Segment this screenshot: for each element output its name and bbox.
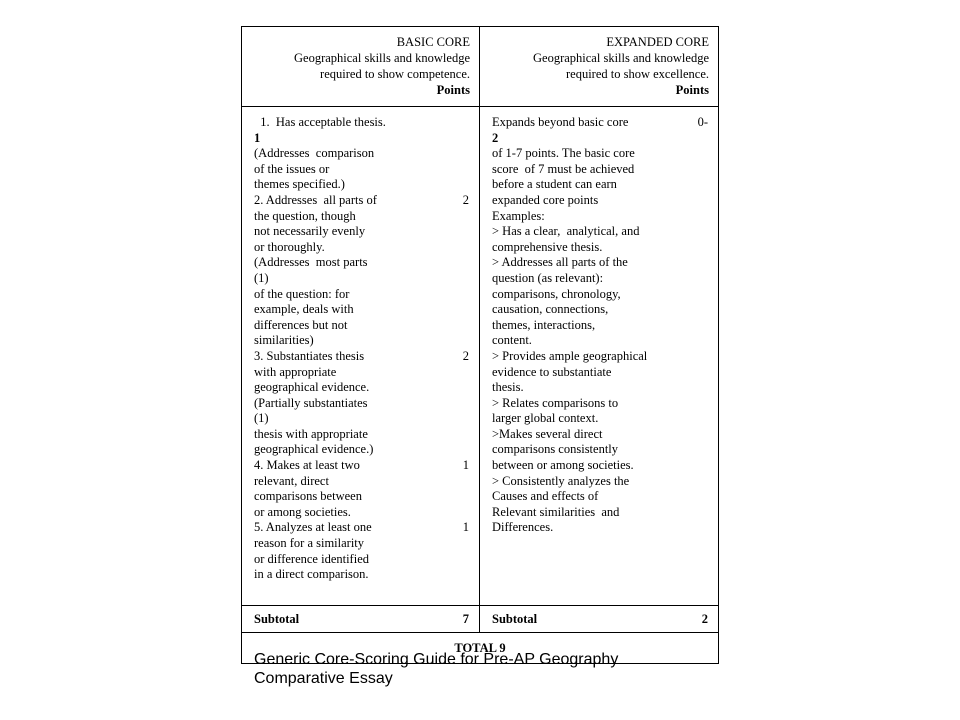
basic-points-label: Points — [436, 83, 470, 97]
basic-criterion-line — [254, 318, 469, 334]
expanded-criterion-line — [492, 318, 708, 334]
header-row — [242, 27, 719, 107]
expanded-criterion-line — [492, 131, 708, 147]
expanded-criterion-line-text: Examples: — [492, 208, 545, 223]
expanded-criterion-line-points — [702, 224, 708, 240]
figure-caption — [254, 650, 714, 688]
basic-criterion-line-points — [463, 146, 469, 162]
expanded-criterion-line-text: content. — [492, 333, 532, 348]
expanded-criterion-line-text: > Has a clear, analytical, and — [492, 224, 640, 239]
expanded-core-criteria — [480, 107, 719, 606]
expanded-criterion-line — [492, 146, 708, 162]
basic-criterion-line-text: (Addresses comparison — [254, 146, 375, 161]
basic-criterion-line-text: 1 — [254, 130, 261, 145]
expanded-criterion-line — [492, 427, 708, 443]
expanded-criterion-line — [492, 365, 708, 381]
basic-criterion-line — [254, 193, 469, 209]
basic-core-criteria — [242, 107, 480, 606]
total-cell: TOTAL 9 — [242, 633, 719, 664]
expanded-criterion-line — [492, 115, 708, 131]
expanded-criterion-line-text: question (as relevant): — [492, 270, 604, 285]
basic-criterion-line-points — [463, 427, 469, 443]
subtotal-row — [242, 606, 719, 633]
basic-criterion-line-text: 4. Makes at least two — [254, 458, 360, 473]
basic-criterion-line-text: 1. Has acceptable thesis. — [254, 115, 386, 129]
basic-criterion-line-points — [463, 209, 469, 225]
expanded-criterion-line — [492, 458, 708, 474]
basic-criterion-line-points — [463, 115, 469, 131]
expanded-points-label: Points — [675, 83, 709, 97]
basic-core-desc-line: Geographical skills and knowledge — [294, 51, 470, 65]
expanded-criterion-line-text: before a student can earn — [492, 177, 617, 192]
basic-criterion-line-points — [463, 224, 469, 240]
basic-criterion-line-points: 1 — [462, 520, 469, 535]
expanded-criterion-line — [492, 505, 708, 521]
expanded-core-title: EXPANDED CORE — [606, 35, 709, 49]
basic-criterion-line — [254, 162, 469, 178]
expanded-criterion-line-text: Expands beyond basic core — [492, 115, 629, 129]
expanded-criterion-line-points — [702, 318, 708, 334]
expanded-criterion-line-points — [702, 411, 708, 427]
basic-criterion-line — [254, 131, 469, 147]
expanded-criterion-line-text: causation, connections, — [492, 302, 609, 317]
expanded-criterion-line — [492, 240, 708, 256]
expanded-criterion-line — [492, 255, 708, 271]
expanded-criterion-line — [492, 224, 708, 240]
expanded-criterion-line — [492, 287, 708, 303]
basic-criterion-line-points — [463, 318, 469, 334]
expanded-criterion-line — [492, 489, 708, 505]
basic-subtotal-cell — [242, 606, 480, 633]
expanded-core-desc-line: Geographical skills and knowledge — [533, 51, 709, 65]
basic-criterion-line — [254, 411, 469, 427]
basic-criterion-line-points — [463, 255, 469, 271]
basic-criterion-line — [254, 271, 469, 287]
basic-criterion-line-text: similarities) — [254, 333, 314, 348]
basic-subtotal-value: 7 — [462, 612, 469, 626]
criteria-row — [242, 107, 719, 606]
basic-criterion-line-points — [463, 442, 469, 458]
expanded-criterion-line-text: Differences. — [492, 520, 554, 535]
basic-criterion-line — [254, 442, 469, 458]
basic-criterion-line-points — [463, 271, 469, 287]
expanded-criterion-line-points — [702, 427, 708, 443]
basic-criterion-line — [254, 224, 469, 240]
basic-criterion-line-points — [463, 536, 469, 552]
basic-criterion-line-points: 2 — [462, 192, 469, 207]
expanded-criterion-line-points — [702, 131, 708, 147]
basic-criterion-line-points — [463, 302, 469, 318]
expanded-criterion-line-points — [702, 271, 708, 287]
basic-criterion-line — [254, 505, 469, 521]
basic-core-title: BASIC CORE — [396, 35, 470, 49]
expanded-criterion-line-text: > Addresses all parts of the — [492, 255, 628, 270]
expanded-criterion-line-text: >Makes several direct — [492, 426, 603, 441]
expanded-criterion-line-points — [702, 442, 708, 458]
basic-criterion-line — [254, 115, 469, 131]
basic-criterion-line-text: reason for a similarity — [254, 536, 365, 551]
basic-criterion-line-text: in a direct comparison. — [254, 567, 369, 582]
expanded-criterion-line-text: Relevant similarities and — [492, 504, 620, 519]
basic-criterion-line-text: or difference identified — [254, 551, 369, 566]
expanded-criterion-line-points — [702, 520, 708, 536]
expanded-criterion-line-text: Causes and effects of — [492, 489, 599, 504]
basic-criterion-line-points — [463, 333, 469, 349]
expanded-criterion-line — [492, 380, 708, 396]
basic-criterion-line — [254, 177, 469, 193]
basic-criterion-line — [254, 536, 469, 552]
basic-criterion-line-text: geographical evidence.) — [254, 442, 374, 457]
basic-criterion-line — [254, 333, 469, 349]
expanded-criterion-line — [492, 177, 708, 193]
expanded-criterion-line-points — [702, 489, 708, 505]
expanded-criterion-line — [492, 271, 708, 287]
expanded-criterion-line-text: comparisons consistently — [492, 442, 619, 457]
expanded-criterion-line-points — [702, 287, 708, 303]
basic-criterion-line-points — [463, 131, 469, 147]
basic-subtotal-label: Subtotal — [254, 612, 300, 626]
basic-criterion-line-points — [463, 396, 469, 412]
expanded-criterion-line-points — [702, 302, 708, 318]
expanded-criterion-line-text: comparisons, chronology, — [492, 286, 621, 301]
expanded-criterion-line-text: comprehensive thesis. — [492, 239, 603, 254]
basic-criterion-line-text: not necessarily evenly — [254, 224, 366, 239]
basic-criterion-line-text: (Addresses most parts — [254, 255, 368, 270]
expanded-criterion-line-text: thesis. — [492, 380, 524, 395]
expanded-criterion-line-points — [702, 193, 708, 209]
basic-criterion-line-text: example, deals with — [254, 302, 354, 317]
caption-line: Generic Core-Scoring Guide for Pre-AP Geography — [254, 651, 619, 668]
scoring-guide-table — [241, 26, 719, 664]
basic-criterion-line — [254, 458, 469, 474]
basic-criterion-line — [254, 287, 469, 303]
basic-criterion-line-text: or thoroughly. — [254, 239, 325, 254]
basic-criterion-line — [254, 552, 469, 568]
basic-criterion-line — [254, 396, 469, 412]
basic-criterion-line-text: 5. Analyzes at least one — [254, 520, 372, 535]
expanded-criterion-line — [492, 193, 708, 209]
expanded-criterion-line-text: expanded core points — [492, 192, 599, 207]
expanded-criterion-line-text: > Provides ample geographical — [492, 348, 648, 363]
expanded-subtotal-value: 2 — [701, 612, 708, 626]
basic-criterion-line — [254, 489, 469, 505]
expanded-criterion-line-text: score of 7 must be achieved — [492, 161, 635, 176]
expanded-criterion-line-points — [702, 505, 708, 521]
basic-criterion-line-points — [463, 365, 469, 381]
basic-core-desc-line: required to show competence. — [320, 67, 470, 81]
basic-criterion-line — [254, 567, 469, 583]
basic-criterion-line-text: (1) — [254, 411, 269, 426]
basic-criterion-line — [254, 209, 469, 225]
basic-criterion-line-points — [463, 505, 469, 521]
expanded-criterion-line-text: 2 — [492, 130, 499, 145]
expanded-criterion-line-text: > Relates comparisons to — [492, 395, 619, 410]
basic-criterion-line-text: 3. Substantiates thesis — [254, 348, 365, 363]
basic-criterion-line-points — [463, 380, 469, 396]
expanded-subtotal-cell — [480, 606, 719, 633]
basic-criterion-line — [254, 349, 469, 365]
expanded-criterion-line — [492, 349, 708, 365]
basic-criterion-line — [254, 365, 469, 381]
expanded-criterion-line — [492, 209, 708, 225]
expanded-criterion-line — [492, 442, 708, 458]
expanded-criterion-line — [492, 520, 708, 536]
basic-criterion-line — [254, 302, 469, 318]
basic-criterion-line — [254, 520, 469, 536]
basic-criterion-line-points — [463, 489, 469, 505]
basic-criterion-line-text: (1) — [254, 270, 269, 285]
expanded-criterion-line-points — [702, 380, 708, 396]
basic-criterion-line — [254, 146, 469, 162]
basic-criterion-line-points — [463, 162, 469, 178]
expanded-criterion-line-text: of 1-7 points. The basic core — [492, 146, 635, 161]
caption-line: Comparative Essay — [254, 670, 393, 687]
expanded-criterion-line-points — [702, 240, 708, 256]
expanded-criterion-line-text: between or among societies. — [492, 458, 634, 473]
basic-criterion-line — [254, 255, 469, 271]
basic-criterion-line-points — [463, 552, 469, 568]
basic-criterion-line-points — [463, 474, 469, 490]
expanded-criterion-line-points — [702, 333, 708, 349]
expanded-core-header — [480, 27, 719, 107]
basic-criterion-line-text: with appropriate — [254, 364, 337, 379]
expanded-criterion-line-points — [702, 396, 708, 412]
basic-criterion-line-text: of the question: for — [254, 286, 350, 301]
basic-criterion-line-points — [463, 240, 469, 256]
basic-criterion-line-points — [463, 567, 469, 583]
expanded-criterion-line — [492, 302, 708, 318]
basic-criterion-line — [254, 240, 469, 256]
expanded-criterion-line-points — [702, 458, 708, 474]
basic-criterion-line-text: thesis with appropriate — [254, 426, 368, 441]
expanded-criterion-line — [492, 411, 708, 427]
basic-criterion-line-text: (Partially substantiates — [254, 395, 368, 410]
expanded-criterion-line-points: 0- — [697, 115, 708, 129]
expanded-criterion-line-text: evidence to substantiate — [492, 364, 612, 379]
basic-criterion-line-text: 2. Addresses all parts of — [254, 192, 377, 207]
expanded-criterion-line — [492, 162, 708, 178]
basic-criterion-line — [254, 427, 469, 443]
expanded-criterion-line-points — [702, 474, 708, 490]
basic-criterion-line-text: of the issues or — [254, 161, 330, 176]
basic-criterion-line-text: differences but not — [254, 317, 348, 332]
expanded-criterion-line-text: > Consistently analyzes the — [492, 473, 630, 488]
basic-criterion-line-text: the question, though — [254, 208, 356, 223]
basic-criterion-line-points: 2 — [462, 348, 469, 363]
expanded-criterion-line — [492, 474, 708, 490]
expanded-core-desc-line: required to show excellence. — [566, 67, 709, 81]
expanded-criterion-line — [492, 396, 708, 412]
expanded-criterion-line-points — [702, 146, 708, 162]
basic-core-header — [242, 27, 480, 107]
basic-criterion-line-text: relevant, direct — [254, 473, 329, 488]
basic-criterion-line-text: geographical evidence. — [254, 380, 370, 395]
expanded-criterion-line-text: larger global context. — [492, 411, 599, 426]
basic-criterion-line-points — [463, 177, 469, 193]
basic-criterion-line — [254, 380, 469, 396]
basic-criterion-line-text: comparisons between — [254, 489, 362, 504]
expanded-criterion-line-points — [702, 255, 708, 271]
expanded-criterion-line-points — [702, 209, 708, 225]
basic-criterion-line-points — [463, 287, 469, 303]
expanded-criterion-line-points — [702, 177, 708, 193]
expanded-subtotal-label: Subtotal — [492, 612, 538, 626]
expanded-criterion-line-points — [702, 349, 708, 365]
basic-criterion-line-points: 1 — [462, 458, 469, 473]
expanded-criterion-line-points — [702, 162, 708, 178]
expanded-criterion-line-text: themes, interactions, — [492, 317, 596, 332]
basic-criterion-line-text: themes specified.) — [254, 177, 345, 192]
expanded-criterion-line — [492, 333, 708, 349]
basic-criterion-line — [254, 474, 469, 490]
basic-criterion-line-points — [463, 411, 469, 427]
basic-criterion-line-text: or among societies. — [254, 504, 351, 519]
expanded-criterion-line-points — [702, 365, 708, 381]
